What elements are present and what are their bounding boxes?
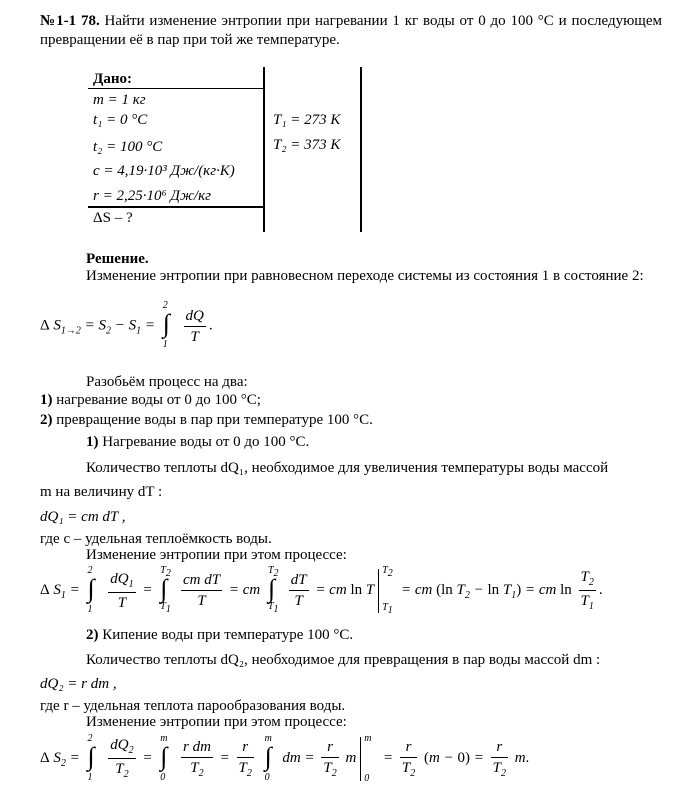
- step-1-text: нагревание воды от 0 до 100 °C;: [56, 392, 261, 408]
- given-c: c = 4,19·10³ Дж/(кг·К): [93, 163, 235, 179]
- given-mass: m = 1 кг: [93, 92, 146, 108]
- si-divider: [360, 67, 362, 232]
- part-2-text: Кипение воды при температуре 100 °C.: [102, 627, 354, 643]
- given-t1: t₁ = 0 °C: [93, 112, 148, 128]
- part-2-heading: [86, 626, 353, 644]
- given-r: r = 2,25·10⁶ Дж/кг: [93, 188, 211, 204]
- part-1-text: Нагревание воды от 0 до 100 °C.: [102, 434, 310, 450]
- problem-statement: [40, 12, 662, 50]
- entropy-1-formula: Δ $S_1$ = 2 ∫ 1 $\frac{dQ_1}{T}$ = $T_2$ ∫ $T_1$ $\frac{\text{cm dT}}{T}$ = cm $T_2$ ∫ $T_1$ $\frac{dT}{T}$ = cm ln T $T_2$ $T_1$ = cm (ln $T_2 - \ln T_1$) = cm ln $\frac{T_2}{T_1}$ .: [40, 564, 603, 616]
- heat-2-line-1: Количество теплоты dQ₂, необходимое для превращения в пар воды массой dm :: [86, 652, 601, 668]
- split-text: Разобьём процесс на два:: [86, 374, 248, 390]
- heat-2-where: где r – удельная теплота парообразования воды.: [40, 698, 346, 714]
- given-find: ΔS – ?: [93, 210, 133, 226]
- part-1-number: 1): [86, 434, 99, 450]
- step-2-number: 2): [40, 412, 53, 428]
- step-1: [40, 391, 261, 409]
- heat-1-line-1: Количество теплоты dQ₁, необходимое для увеличения температуры воды массой: [86, 460, 609, 476]
- si-t2: T₂ = 373 К: [273, 137, 341, 153]
- solution-intro: Изменение энтропии при равновесном переходе системы из состояния 1 в состояние 2:: [86, 268, 644, 284]
- part-2-number: 2): [86, 627, 99, 643]
- heat-1-line-2: m на величину dT :: [40, 484, 163, 500]
- entropy-label-1: Изменение энтропии при этом процессе:: [86, 547, 347, 563]
- given-header: Дано:: [93, 71, 132, 87]
- step-2-text: превращение воды в пар при температуре 100 °C.: [56, 412, 373, 428]
- entropy-integral-formula: Δ $S_{1\to 2} = S_2 - S_1$ = 2 ∫ 1 $\frac{dQ}{T}$ .: [40, 300, 213, 350]
- part-1-heading: [86, 433, 309, 451]
- heat-2-formula: dQ₂ = r dm ,: [40, 676, 117, 692]
- step-2: [40, 411, 373, 429]
- step-1-number: 1): [40, 392, 53, 408]
- given-header-rule: [88, 88, 264, 89]
- given-bottom-rule: [88, 206, 264, 208]
- entropy-label-2: Изменение энтропии при этом процессе:: [86, 714, 347, 730]
- problem-text: Найти изменение энтропии при нагревании 1 кг воды от 0 до 100 °С и последующем превращении её в пар при той же температуре.: [40, 13, 662, 48]
- heat-1-formula: dQ₁ = cm dT ,: [40, 509, 126, 525]
- si-t1: T₁ = 273 К: [273, 112, 341, 128]
- problem-number: №1-1 78.: [40, 13, 100, 29]
- given-divider: [263, 67, 265, 232]
- given-t2: t₂ = 100 °C: [93, 139, 163, 155]
- solution-header: Решение.: [86, 251, 149, 267]
- entropy-2-formula: Δ $S_2$ = 2 ∫ 1 $\frac{dQ_2}{T_2}$ = m ∫ 0 $\frac{\text{r dm}}{T_2}$ = $\frac{r}{T_2}$ m ∫ 0 dm = $\frac{r}{T_2}$ m m 0 = $\frac{r}{T_2}$ (m − 0) = $\frac{r}{T_2}$ m.: [40, 732, 530, 784]
- heat-1-where: где c – удельная теплоёмкость воды.: [40, 531, 272, 547]
